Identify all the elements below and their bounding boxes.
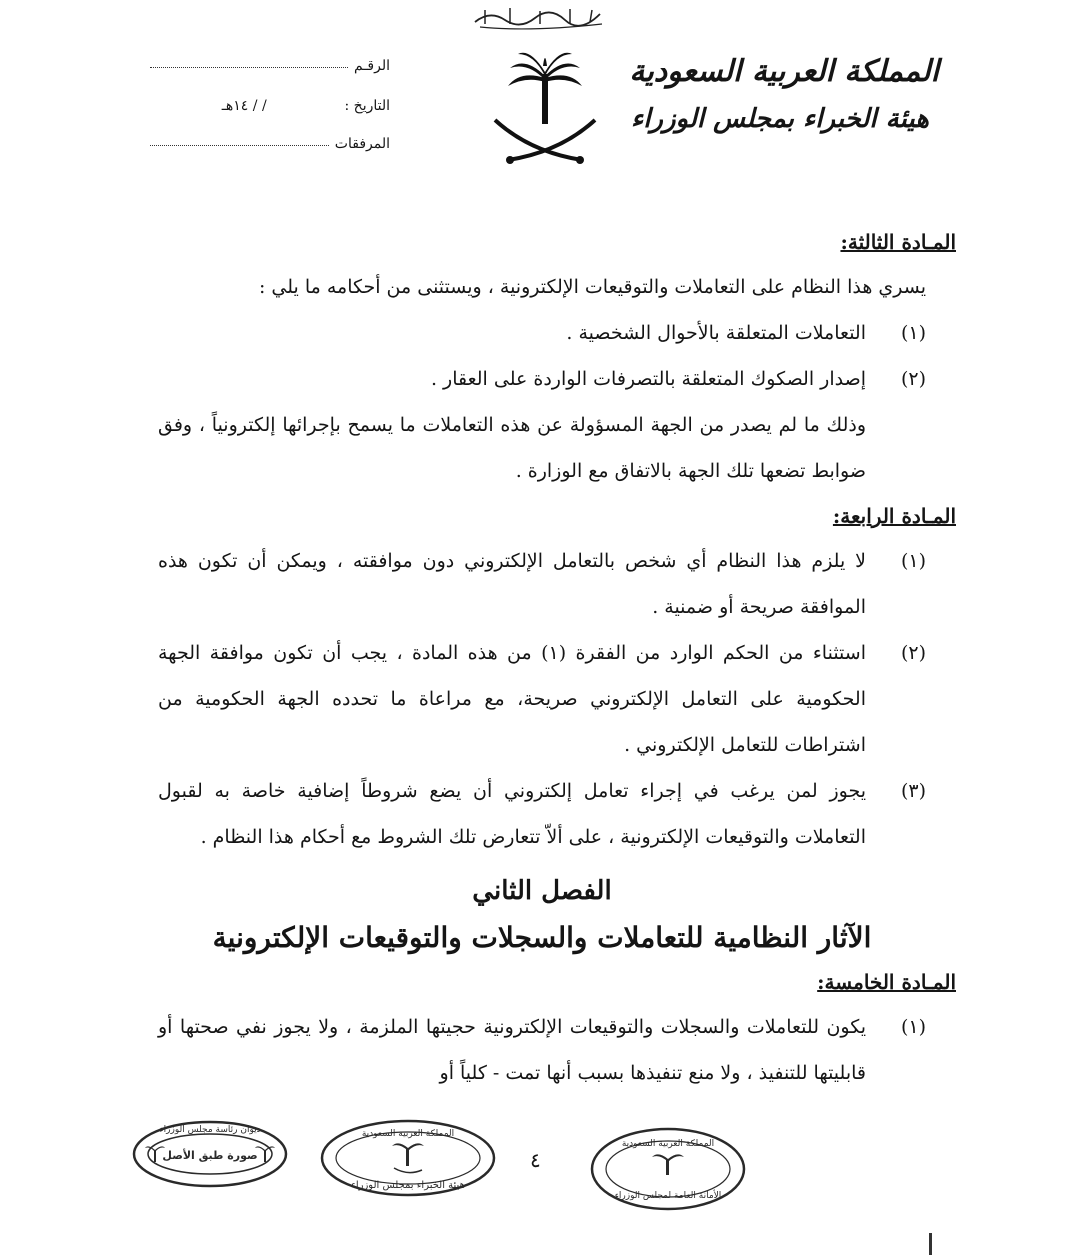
chapter-subtitle: الآثار النظامية للتعاملات والسجلات والتوقيعات الإلكترونية bbox=[212, 921, 872, 954]
stamp-left-inner-text: صورة طبق الأصل bbox=[162, 1149, 258, 1162]
stamp-center-top-text: المملكة العربية السعودية bbox=[361, 1129, 455, 1139]
stamp-left-top-text: ديوان رئاسة مجلس الوزراء bbox=[159, 1125, 261, 1135]
item-text: لا يلزم هذا النظام أي شخص بالتعامل الإلكتروني دون موافقته ، ويمكن أن تكون هذه الموافقة صريحة أو ضمنية . bbox=[158, 550, 866, 618]
basmala bbox=[470, 2, 610, 32]
article-3-heading: المـادة الثالثة: bbox=[840, 230, 956, 254]
item-number: (١) bbox=[900, 550, 926, 572]
certified-copy-stamp bbox=[130, 1118, 290, 1194]
attachments-field bbox=[150, 124, 390, 152]
chapter-title: الفصل الثاني bbox=[472, 876, 612, 906]
list-item bbox=[158, 356, 926, 402]
item-number: (٣) bbox=[900, 780, 926, 802]
date-label: التاريخ : bbox=[344, 98, 390, 114]
date-value: / / ١٤هـ bbox=[221, 98, 267, 114]
item-text: التعاملات المتعلقة بالأحوال الشخصية . bbox=[566, 322, 866, 344]
list-item bbox=[158, 1004, 926, 1096]
scan-edge-mark bbox=[929, 1233, 932, 1255]
article-3-closing: وذلك ما لم يصدر من الجهة المسؤولة عن هذه التعاملات ما يسمح بإجرائها إلكترونياً ، وفق ضوابط تضعها تلك الجهة بالاتفاق مع الوزارة . bbox=[158, 414, 866, 482]
attachments-label: المرفقات bbox=[334, 136, 390, 152]
item-text: استثناء من الحكم الوارد من الفقرة (١) من هذه المادة ، يجب أن تكون موافقة الجهة الحكومية على التعامل الإلكتروني صريحة، مع مراعاة ما تحدده الجهة الحكومية من اشتراطات للتعامل الإلكتروني . bbox=[158, 642, 866, 756]
experts-commission-stamp bbox=[318, 1118, 498, 1204]
stamp-palm-icon-right bbox=[652, 1154, 684, 1175]
secretariat-stamp bbox=[588, 1126, 748, 1216]
document-body bbox=[158, 220, 956, 1096]
kingdom-name: المملكة العربية السعودية bbox=[629, 54, 939, 89]
list-item bbox=[158, 768, 926, 860]
attachments-line bbox=[150, 144, 329, 146]
date-field bbox=[150, 86, 390, 114]
item-number: (٢) bbox=[900, 368, 926, 390]
agency-name: هيئة الخبراء بمجلس الوزراء bbox=[630, 104, 929, 134]
item-number: (٢) bbox=[900, 642, 926, 664]
stamp-right-bottom-text: الأمانة العامة لمجلس الوزراء bbox=[614, 1191, 722, 1201]
item-number: (١) bbox=[900, 1016, 926, 1038]
basmala-calligraphy bbox=[470, 2, 610, 32]
list-item bbox=[158, 538, 926, 630]
item-text: إصدار الصكوك المتعلقة بالتصرفات الواردة على العقار . bbox=[430, 368, 866, 390]
saudi-emblem-icon bbox=[490, 48, 600, 170]
list-item bbox=[158, 630, 926, 768]
stamp-center-bottom-text: هيئة الخبراء بمجلس الوزراء bbox=[351, 1180, 465, 1191]
list-item bbox=[158, 310, 926, 356]
item-text: يجوز لمن يرغب في إجراء تعامل إلكتروني أن يضع شروطاً إضافية خاصة به لقبول التعاملات والتوقيعات الإلكترونية ، على ألاّ تتعارض تلك الشروط مع أحكام هذا النظام . bbox=[158, 780, 866, 848]
item-number: (١) bbox=[900, 322, 926, 344]
stamp-palm-icon-center bbox=[392, 1143, 424, 1172]
stamp-right-top-text: المملكة العربية السعودية bbox=[621, 1139, 715, 1149]
article-5-heading: المـادة الخامسة: bbox=[817, 970, 956, 994]
article-3-intro: يسري هذا النظام على التعاملات والتوقيعات الإلكترونية ، ويستثنى من أحكامه ما يلي : bbox=[258, 276, 926, 298]
reference-field bbox=[150, 46, 390, 74]
item-text: يكون للتعاملات والسجلات والتوقيعات الإلكترونية حجيتها الملزمة ، ولا يجوز نفي صحتها أو قابليتها للتنفيذ ، ولا منع تنفيذها بسبب أنها تمت - كلياً أو bbox=[158, 1016, 866, 1084]
reference-line bbox=[150, 66, 348, 68]
reference-label: الرقـم bbox=[354, 58, 390, 74]
page-number: ٤ bbox=[530, 1148, 541, 1172]
article-4-heading: المـادة الرابعة: bbox=[832, 504, 956, 528]
